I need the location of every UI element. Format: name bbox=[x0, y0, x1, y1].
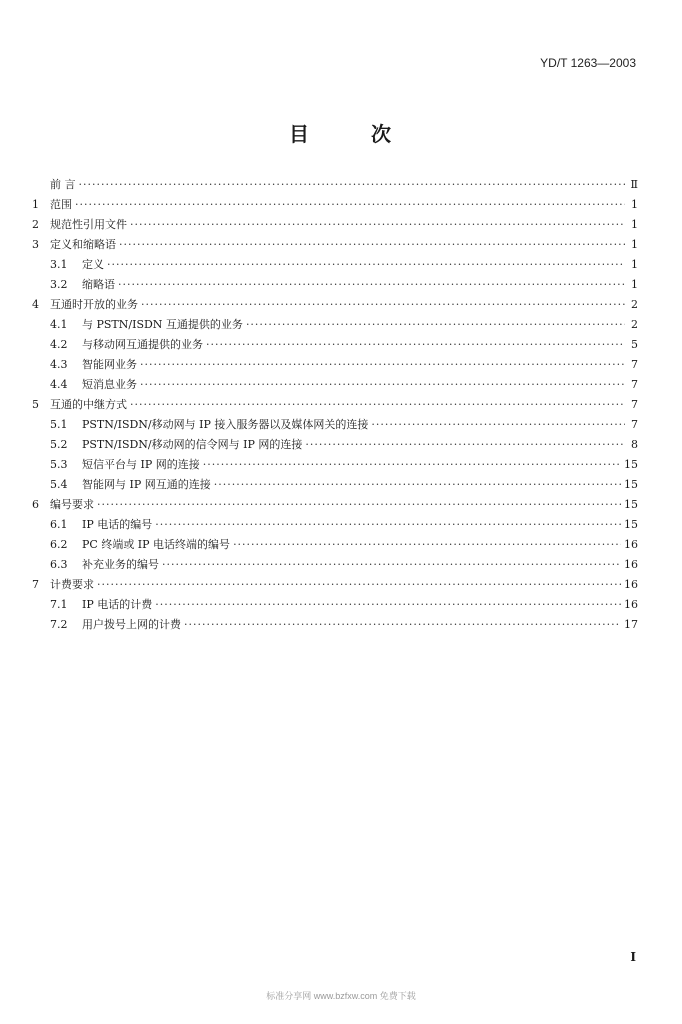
toc-label: IP 电话的编号 bbox=[82, 518, 153, 531]
toc-number: 7 bbox=[32, 578, 39, 591]
toc-leader-dots bbox=[97, 578, 621, 592]
toc-leader-dots bbox=[118, 278, 625, 292]
toc-page-number: 16 bbox=[624, 558, 638, 571]
toc-entry-foreword[interactable] bbox=[32, 178, 638, 192]
toc-number: 4.4 bbox=[50, 378, 68, 391]
toc-entry-3-2[interactable] bbox=[50, 278, 638, 292]
toc-label: 互通时开放的业务 bbox=[50, 298, 138, 311]
toc-page-number: 7 bbox=[631, 358, 638, 371]
toc-leader-dots bbox=[203, 458, 621, 472]
title-char-1: 目 bbox=[289, 122, 311, 146]
toc-number: 6.1 bbox=[50, 518, 68, 531]
toc-leader-dots bbox=[141, 298, 625, 312]
toc-page-number: 1 bbox=[631, 258, 638, 271]
toc-entry-1[interactable] bbox=[32, 198, 638, 212]
toc-number: 5.3 bbox=[50, 458, 68, 471]
toc-label: PSTN/ISDN/移动网与 IP 接入服务器以及媒体网关的连接 bbox=[82, 418, 369, 431]
toc-entry-5[interactable] bbox=[32, 398, 638, 412]
toc-entry-7-1[interactable] bbox=[50, 598, 638, 612]
toc-leader-dots bbox=[246, 318, 625, 332]
toc-entry-6-3[interactable] bbox=[50, 558, 638, 572]
toc-entry-4-3[interactable] bbox=[50, 358, 638, 372]
toc-entry-5-3[interactable] bbox=[50, 458, 638, 472]
toc-number: 3.2 bbox=[50, 278, 68, 291]
toc-number: 4.1 bbox=[50, 318, 68, 331]
toc-entry-3[interactable] bbox=[32, 238, 638, 252]
toc-leader-dots bbox=[233, 538, 621, 552]
toc-label: 智能网与 IP 网互通的连接 bbox=[82, 478, 211, 491]
page-folio: Ⅰ bbox=[630, 950, 636, 964]
toc-leader-dots bbox=[184, 618, 621, 632]
toc-entry-7-2[interactable] bbox=[50, 618, 638, 632]
toc-label: 短信平台与 IP 网的连接 bbox=[82, 458, 200, 471]
toc-entry-4-4[interactable] bbox=[50, 378, 638, 392]
toc-label: 定义和缩略语 bbox=[50, 238, 116, 251]
toc-page-number: 7 bbox=[631, 418, 638, 431]
document-code: YD/T 1263—2003 bbox=[540, 56, 636, 70]
toc-page-number: 2 bbox=[631, 318, 638, 331]
toc-number: 6.2 bbox=[50, 538, 68, 551]
toc-leader-dots bbox=[155, 598, 621, 612]
toc-label: 编号要求 bbox=[50, 498, 94, 511]
toc-leader-dots bbox=[155, 518, 621, 532]
toc-entry-4-1[interactable] bbox=[50, 318, 638, 332]
toc-entry-3-1[interactable] bbox=[50, 258, 638, 272]
toc-label: 补充业务的编号 bbox=[82, 558, 159, 571]
toc-leader-dots bbox=[305, 438, 625, 452]
toc-page-number: 7 bbox=[631, 398, 638, 411]
toc-entry-6-1[interactable] bbox=[50, 518, 638, 532]
toc-label: 定义 bbox=[82, 258, 104, 271]
toc-entry-6-2[interactable] bbox=[50, 538, 638, 552]
toc-entry-2[interactable] bbox=[32, 218, 638, 232]
toc-page-number: 16 bbox=[624, 598, 638, 611]
toc-number: 6 bbox=[32, 498, 39, 511]
toc-number: 5.1 bbox=[50, 418, 68, 431]
toc-entry-5-4[interactable] bbox=[50, 478, 638, 492]
toc-number: 3 bbox=[32, 238, 39, 251]
watermark-text: 标准分享网 www.bzfxw.com 免费下载 bbox=[266, 991, 416, 1001]
toc-page-number: 15 bbox=[624, 498, 638, 511]
toc-number: 4 bbox=[32, 298, 39, 311]
toc-leader-dots bbox=[130, 218, 625, 232]
toc-page-number: 16 bbox=[624, 538, 638, 551]
toc-leader-dots bbox=[119, 238, 625, 252]
toc-entry-7[interactable] bbox=[32, 578, 638, 592]
toc-number: 7.2 bbox=[50, 618, 68, 631]
toc-number: 6.3 bbox=[50, 558, 68, 571]
toc-number: 7.1 bbox=[50, 598, 68, 611]
toc-page-number: 1 bbox=[631, 198, 638, 211]
toc-page-number: 1 bbox=[631, 238, 638, 251]
toc-entry-6[interactable] bbox=[32, 498, 638, 512]
toc-number: 4.2 bbox=[50, 338, 68, 351]
toc-entry-4-2[interactable] bbox=[50, 338, 638, 352]
toc-number: 2 bbox=[32, 218, 39, 231]
toc-page-number: 15 bbox=[624, 478, 638, 491]
toc-label: 智能网业务 bbox=[82, 358, 137, 371]
toc-page-number: Ⅱ bbox=[630, 178, 638, 191]
toc-number: 5 bbox=[32, 398, 39, 411]
toc-leader-dots bbox=[140, 358, 625, 372]
toc-leader-dots bbox=[75, 198, 625, 212]
toc-entry-5-1[interactable] bbox=[50, 418, 638, 432]
toc-number: 5.4 bbox=[50, 478, 68, 491]
toc-page-number: 1 bbox=[631, 278, 638, 291]
toc-leader-dots bbox=[79, 178, 626, 192]
toc-label: PC 终端或 IP 电话终端的编号 bbox=[82, 538, 231, 551]
toc-page-number: 15 bbox=[624, 518, 638, 531]
toc-number: 5.2 bbox=[50, 438, 68, 451]
toc-page-number: 17 bbox=[624, 618, 638, 631]
toc-label: 短消息业务 bbox=[82, 378, 137, 391]
toc-entry-4[interactable] bbox=[32, 298, 638, 312]
toc-entry-5-2[interactable] bbox=[50, 438, 638, 452]
toc-leader-dots bbox=[97, 498, 621, 512]
toc-label: 用户拨号上网的计费 bbox=[82, 618, 181, 631]
toc-label: 前 言 bbox=[50, 178, 76, 191]
toc-leader-dots bbox=[140, 378, 625, 392]
toc-label: 范围 bbox=[50, 198, 72, 211]
toc-label: PSTN/ISDN/移动网的信令网与 IP 网的连接 bbox=[82, 438, 303, 451]
toc-page-number: 1 bbox=[631, 218, 638, 231]
toc-number: 3.1 bbox=[50, 258, 68, 271]
toc-label: 缩略语 bbox=[82, 278, 115, 291]
toc-page-number: 5 bbox=[631, 338, 638, 351]
toc-leader-dots bbox=[107, 258, 625, 272]
toc-leader-dots bbox=[206, 338, 625, 352]
toc-leader-dots bbox=[162, 558, 621, 572]
toc-leader-dots bbox=[214, 478, 621, 492]
toc-label: 计费要求 bbox=[50, 578, 94, 591]
page-title bbox=[0, 118, 682, 147]
toc-leader-dots bbox=[130, 398, 625, 412]
toc-label: 规范性引用文件 bbox=[50, 218, 127, 231]
toc-page-number: 15 bbox=[624, 458, 638, 471]
toc-page-number: 8 bbox=[631, 438, 638, 451]
toc-label: 与移动网互通提供的业务 bbox=[82, 338, 203, 351]
toc-label: 与 PSTN/ISDN 互通提供的业务 bbox=[82, 318, 243, 331]
toc-page-number: 2 bbox=[631, 298, 638, 311]
toc-label: 互通的中继方式 bbox=[50, 398, 127, 411]
toc-number: 1 bbox=[32, 198, 39, 211]
title-char-2: 次 bbox=[371, 122, 393, 146]
toc-number: 4.3 bbox=[50, 358, 68, 371]
toc-label: IP 电话的计费 bbox=[82, 598, 153, 611]
toc-page-number: 7 bbox=[631, 378, 638, 391]
toc-leader-dots bbox=[371, 418, 625, 432]
toc-page-number: 16 bbox=[624, 578, 638, 591]
